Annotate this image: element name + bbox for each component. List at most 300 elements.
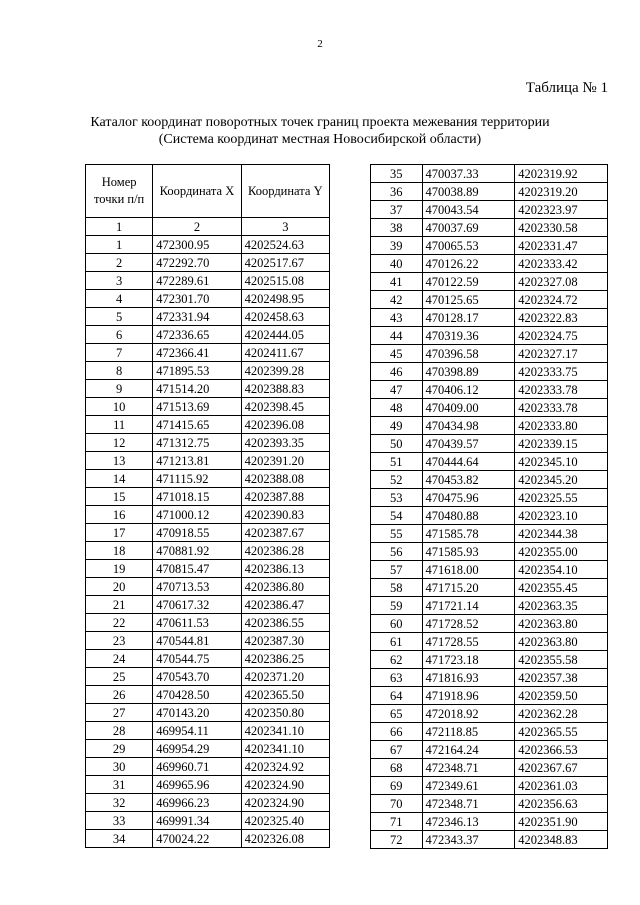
table-row	[86, 704, 330, 722]
point-number: 1	[86, 236, 153, 254]
point-number: 68	[371, 759, 423, 777]
coordinate-x: 471618.00	[422, 561, 515, 579]
coordinate-y: 4202350.80	[241, 704, 329, 722]
point-number: 54	[371, 507, 423, 525]
table-row	[86, 326, 330, 344]
point-number: 19	[86, 560, 153, 578]
coordinate-y: 4202341.10	[241, 722, 329, 740]
table-row	[371, 795, 608, 813]
coordinate-x: 471018.15	[153, 488, 241, 506]
coordinate-y: 4202365.50	[241, 686, 329, 704]
table-row	[86, 308, 330, 326]
coordinate-y: 4202362.28	[515, 705, 608, 723]
point-number: 17	[86, 524, 153, 542]
coordinate-y: 4202324.75	[515, 327, 608, 345]
page-number: 2	[317, 38, 323, 50]
coordinate-x: 470065.53	[422, 237, 515, 255]
header-number: Номер точки п/п	[86, 165, 153, 218]
coordinate-y: 4202355.45	[515, 579, 608, 597]
coordinate-y: 4202339.15	[515, 435, 608, 453]
coordinate-y: 4202444.05	[241, 326, 329, 344]
coordinate-y: 4202325.40	[241, 812, 329, 830]
point-number: 21	[86, 596, 153, 614]
point-number: 41	[371, 273, 423, 291]
coordinate-x: 470480.88	[422, 507, 515, 525]
table-row	[371, 741, 608, 759]
table-row	[86, 740, 330, 758]
coordinate-y: 4202363.80	[515, 615, 608, 633]
table-row	[86, 542, 330, 560]
point-number: 25	[86, 668, 153, 686]
table-row	[371, 327, 608, 345]
coordinate-y: 4202363.80	[515, 633, 608, 651]
coordinates-table-left	[85, 164, 330, 848]
coordinate-y: 4202386.13	[241, 560, 329, 578]
table-row	[86, 398, 330, 416]
coordinate-y: 4202319.92	[515, 165, 608, 183]
coordinate-y: 4202498.95	[241, 290, 329, 308]
point-number: 22	[86, 614, 153, 632]
coordinate-x: 470815.47	[153, 560, 241, 578]
point-number: 10	[86, 398, 153, 416]
coordinate-y: 4202386.80	[241, 578, 329, 596]
table-row	[371, 633, 608, 651]
table-row	[371, 543, 608, 561]
table-row	[86, 650, 330, 668]
coordinate-x: 471723.18	[422, 651, 515, 669]
table-row	[371, 183, 608, 201]
point-number: 45	[371, 345, 423, 363]
table-row	[86, 632, 330, 650]
table-row	[371, 831, 608, 849]
point-number: 27	[86, 704, 153, 722]
table-row	[371, 687, 608, 705]
point-number: 5	[86, 308, 153, 326]
point-number: 64	[371, 687, 423, 705]
header-x: Координата X	[153, 165, 241, 218]
point-number: 37	[371, 201, 423, 219]
coordinate-x: 471816.93	[422, 669, 515, 687]
coordinates-table-right	[370, 164, 608, 849]
coordinate-y: 4202345.10	[515, 453, 608, 471]
coordinate-y: 4202333.75	[515, 363, 608, 381]
coordinate-y: 4202367.67	[515, 759, 608, 777]
coordinate-y: 4202390.83	[241, 506, 329, 524]
coordinate-y: 4202327.08	[515, 273, 608, 291]
table-row	[371, 165, 608, 183]
coordinate-x: 472349.61	[422, 777, 515, 795]
table-row	[86, 596, 330, 614]
table-row	[371, 597, 608, 615]
point-number: 34	[86, 830, 153, 848]
table-row	[371, 705, 608, 723]
point-number: 7	[86, 344, 153, 362]
coordinate-y: 4202393.35	[241, 434, 329, 452]
coordinate-x: 470126.22	[422, 255, 515, 273]
coordinate-y: 4202354.10	[515, 561, 608, 579]
coordinate-x: 469965.96	[153, 776, 241, 794]
coordinate-x: 470444.64	[422, 453, 515, 471]
point-number: 62	[371, 651, 423, 669]
table-row	[86, 380, 330, 398]
point-number: 49	[371, 417, 423, 435]
coordinate-y: 4202324.92	[241, 758, 329, 776]
point-number: 66	[371, 723, 423, 741]
table-row	[371, 507, 608, 525]
title-line-2: (Система координат местная Новосибирской области)	[158, 132, 482, 147]
coordinate-y: 4202324.90	[241, 776, 329, 794]
point-number: 43	[371, 309, 423, 327]
coordinate-y: 4202341.10	[241, 740, 329, 758]
point-number: 55	[371, 525, 423, 543]
coordinate-x: 472336.65	[153, 326, 241, 344]
coordinate-y: 4202324.72	[515, 291, 608, 309]
table-row	[86, 524, 330, 542]
point-number: 38	[371, 219, 423, 237]
coordinate-x: 470037.69	[422, 219, 515, 237]
table-row	[371, 723, 608, 741]
header-y: Координата Y	[241, 165, 329, 218]
coordinate-y: 4202388.08	[241, 470, 329, 488]
coordinate-x: 471728.52	[422, 615, 515, 633]
point-number: 30	[86, 758, 153, 776]
coordinate-x: 472348.71	[422, 795, 515, 813]
table-row	[86, 686, 330, 704]
coordinate-y: 4202366.53	[515, 741, 608, 759]
coordinate-x: 472343.37	[422, 831, 515, 849]
table-row	[86, 434, 330, 452]
table-label: Таблица № 1	[525, 80, 608, 96]
table-row	[371, 525, 608, 543]
point-number: 11	[86, 416, 153, 434]
coordinate-y: 4202330.58	[515, 219, 608, 237]
coordinate-y: 4202355.00	[515, 543, 608, 561]
table-row	[371, 489, 608, 507]
coordinate-x: 472164.24	[422, 741, 515, 759]
table-row	[86, 794, 330, 812]
coordinate-y: 4202324.90	[241, 794, 329, 812]
coordinate-y: 4202359.50	[515, 687, 608, 705]
table-row	[86, 758, 330, 776]
point-number: 63	[371, 669, 423, 687]
coordinate-y: 4202387.67	[241, 524, 329, 542]
point-number: 32	[86, 794, 153, 812]
point-number: 24	[86, 650, 153, 668]
table-row	[371, 255, 608, 273]
coordinate-x: 470713.53	[153, 578, 241, 596]
header-index-3: 3	[241, 218, 329, 236]
coordinate-y: 4202348.83	[515, 831, 608, 849]
coordinate-x: 470543.70	[153, 668, 241, 686]
coordinate-x: 469991.34	[153, 812, 241, 830]
table-row	[371, 471, 608, 489]
coordinate-y: 4202524.63	[241, 236, 329, 254]
coordinate-y: 4202391.20	[241, 452, 329, 470]
coordinate-x: 470881.92	[153, 542, 241, 560]
coordinate-x: 472292.70	[153, 254, 241, 272]
point-number: 4	[86, 290, 153, 308]
coordinate-x: 472301.70	[153, 290, 241, 308]
table-row	[371, 381, 608, 399]
coordinate-y: 4202331.47	[515, 237, 608, 255]
coordinate-y: 4202333.78	[515, 399, 608, 417]
point-number: 47	[371, 381, 423, 399]
table-row	[371, 219, 608, 237]
point-number: 20	[86, 578, 153, 596]
table-row	[371, 777, 608, 795]
coordinate-y: 4202365.55	[515, 723, 608, 741]
table-row	[371, 813, 608, 831]
coordinate-x: 472346.13	[422, 813, 515, 831]
coordinate-x: 472018.92	[422, 705, 515, 723]
point-number: 16	[86, 506, 153, 524]
coordinate-x: 471415.65	[153, 416, 241, 434]
point-number: 15	[86, 488, 153, 506]
table-row	[86, 722, 330, 740]
point-number: 65	[371, 705, 423, 723]
coordinate-x: 471213.81	[153, 452, 241, 470]
coordinate-x: 471715.20	[422, 579, 515, 597]
table-row	[86, 272, 330, 290]
coordinate-y: 4202388.83	[241, 380, 329, 398]
coordinate-y: 4202399.28	[241, 362, 329, 380]
left-table-body	[86, 236, 330, 848]
coordinate-x: 471728.55	[422, 633, 515, 651]
coordinate-x: 470409.00	[422, 399, 515, 417]
coordinate-x: 471918.96	[422, 687, 515, 705]
coordinate-x: 470043.54	[422, 201, 515, 219]
table-row	[86, 236, 330, 254]
coordinate-y: 4202351.90	[515, 813, 608, 831]
table-row	[86, 560, 330, 578]
coordinate-x: 470406.12	[422, 381, 515, 399]
coordinate-x: 469960.71	[153, 758, 241, 776]
table-row	[86, 488, 330, 506]
coordinate-x: 470439.57	[422, 435, 515, 453]
point-number: 70	[371, 795, 423, 813]
point-number: 28	[86, 722, 153, 740]
coordinate-x: 470428.50	[153, 686, 241, 704]
coordinate-x: 470038.89	[422, 183, 515, 201]
point-number: 48	[371, 399, 423, 417]
coordinate-y: 4202387.88	[241, 488, 329, 506]
header-index-1: 1	[86, 218, 153, 236]
table-row	[371, 759, 608, 777]
coordinate-x: 470319.36	[422, 327, 515, 345]
coordinate-y: 4202411.67	[241, 344, 329, 362]
coordinate-y: 4202322.83	[515, 309, 608, 327]
coordinate-x: 470122.59	[422, 273, 515, 291]
point-number: 12	[86, 434, 153, 452]
coordinate-x: 470544.75	[153, 650, 241, 668]
coordinate-x: 469966.23	[153, 794, 241, 812]
coordinate-x: 472366.41	[153, 344, 241, 362]
point-number: 42	[371, 291, 423, 309]
header-index-2: 2	[153, 218, 241, 236]
coordinate-x: 471585.93	[422, 543, 515, 561]
point-number: 35	[371, 165, 423, 183]
coordinate-y: 4202357.38	[515, 669, 608, 687]
coordinate-x: 469954.29	[153, 740, 241, 758]
table-row	[86, 452, 330, 470]
coordinate-x: 472289.61	[153, 272, 241, 290]
coordinate-y: 4202363.35	[515, 597, 608, 615]
coordinate-x: 470396.58	[422, 345, 515, 363]
point-number: 39	[371, 237, 423, 255]
table-row	[86, 416, 330, 434]
coordinate-y: 4202386.47	[241, 596, 329, 614]
point-number: 23	[86, 632, 153, 650]
point-number: 6	[86, 326, 153, 344]
table-row	[371, 453, 608, 471]
point-number: 9	[86, 380, 153, 398]
point-number: 58	[371, 579, 423, 597]
point-number: 69	[371, 777, 423, 795]
table-row	[86, 830, 330, 848]
point-number: 2	[86, 254, 153, 272]
point-number: 56	[371, 543, 423, 561]
coordinate-x: 472348.71	[422, 759, 515, 777]
table-row	[86, 254, 330, 272]
coordinate-y: 4202515.08	[241, 272, 329, 290]
coordinate-x: 472118.85	[422, 723, 515, 741]
coordinate-y: 4202319.20	[515, 183, 608, 201]
coordinate-y: 4202517.67	[241, 254, 329, 272]
coordinate-y: 4202325.55	[515, 489, 608, 507]
coordinate-x: 470611.53	[153, 614, 241, 632]
coordinate-x: 470128.17	[422, 309, 515, 327]
point-number: 57	[371, 561, 423, 579]
coordinate-x: 470434.98	[422, 417, 515, 435]
coordinate-x: 470475.96	[422, 489, 515, 507]
table-row	[371, 435, 608, 453]
coordinate-x: 471312.75	[153, 434, 241, 452]
coordinate-x: 470037.33	[422, 165, 515, 183]
table-row	[371, 669, 608, 687]
title-line-1: Каталог координат поворотных точек границ проекта межевания территории	[90, 115, 550, 130]
coordinate-x: 470398.89	[422, 363, 515, 381]
point-number: 8	[86, 362, 153, 380]
point-number: 31	[86, 776, 153, 794]
coordinate-y: 4202333.78	[515, 381, 608, 399]
table-row	[371, 651, 608, 669]
coordinate-y: 4202323.10	[515, 507, 608, 525]
point-number: 53	[371, 489, 423, 507]
coordinate-x: 470143.20	[153, 704, 241, 722]
table-row	[371, 399, 608, 417]
coordinate-x: 470617.32	[153, 596, 241, 614]
coordinate-y: 4202458.63	[241, 308, 329, 326]
point-number: 67	[371, 741, 423, 759]
coordinate-y: 4202323.97	[515, 201, 608, 219]
coordinate-x: 470544.81	[153, 632, 241, 650]
table-row	[371, 237, 608, 255]
coordinate-x: 470918.55	[153, 524, 241, 542]
coordinate-y: 4202326.08	[241, 830, 329, 848]
table-row	[86, 578, 330, 596]
table-row	[86, 776, 330, 794]
table-row	[371, 615, 608, 633]
coordinate-y: 4202386.28	[241, 542, 329, 560]
table-row	[371, 291, 608, 309]
table-row	[86, 614, 330, 632]
coordinate-x: 470453.82	[422, 471, 515, 489]
table-row	[371, 579, 608, 597]
table-row	[86, 290, 330, 308]
coordinate-y: 4202386.25	[241, 650, 329, 668]
coordinate-x: 471513.69	[153, 398, 241, 416]
point-number: 59	[371, 597, 423, 615]
coordinate-x: 471721.14	[422, 597, 515, 615]
coordinate-x: 471895.53	[153, 362, 241, 380]
coordinate-y: 4202344.38	[515, 525, 608, 543]
table-row	[86, 470, 330, 488]
coordinate-x: 471115.92	[153, 470, 241, 488]
coordinate-y: 4202327.17	[515, 345, 608, 363]
coordinate-x: 471585.78	[422, 525, 515, 543]
table-row	[371, 201, 608, 219]
document-title	[0, 114, 640, 148]
point-number: 44	[371, 327, 423, 345]
table-row	[86, 668, 330, 686]
coordinate-y: 4202333.80	[515, 417, 608, 435]
coordinate-x: 469954.11	[153, 722, 241, 740]
point-number: 51	[371, 453, 423, 471]
coordinate-y: 4202398.45	[241, 398, 329, 416]
point-number: 72	[371, 831, 423, 849]
point-number: 33	[86, 812, 153, 830]
point-number: 29	[86, 740, 153, 758]
right-table-body	[371, 165, 608, 849]
coordinate-x: 471000.12	[153, 506, 241, 524]
table-row	[371, 273, 608, 291]
point-number: 61	[371, 633, 423, 651]
coordinate-y: 4202356.63	[515, 795, 608, 813]
point-number: 36	[371, 183, 423, 201]
table-row	[371, 561, 608, 579]
coordinate-x: 470125.65	[422, 291, 515, 309]
point-number: 50	[371, 435, 423, 453]
table-row	[86, 362, 330, 380]
point-number: 71	[371, 813, 423, 831]
table-row	[86, 506, 330, 524]
coordinate-y: 4202355.58	[515, 651, 608, 669]
point-number: 18	[86, 542, 153, 560]
point-number: 60	[371, 615, 423, 633]
table-row	[86, 344, 330, 362]
table-row	[371, 309, 608, 327]
point-number: 46	[371, 363, 423, 381]
coordinate-x: 472331.94	[153, 308, 241, 326]
table-row	[371, 345, 608, 363]
coordinate-y: 4202396.08	[241, 416, 329, 434]
point-number: 40	[371, 255, 423, 273]
coordinate-y: 4202333.42	[515, 255, 608, 273]
coordinate-y: 4202345.20	[515, 471, 608, 489]
coordinate-x: 472300.95	[153, 236, 241, 254]
point-number: 26	[86, 686, 153, 704]
coordinate-x: 471514.20	[153, 380, 241, 398]
coordinate-y: 4202387.30	[241, 632, 329, 650]
coordinate-y: 4202371.20	[241, 668, 329, 686]
point-number: 3	[86, 272, 153, 290]
coordinate-y: 4202386.55	[241, 614, 329, 632]
point-number: 13	[86, 452, 153, 470]
coordinate-y: 4202361.03	[515, 777, 608, 795]
coordinate-x: 470024.22	[153, 830, 241, 848]
point-number: 52	[371, 471, 423, 489]
table-row	[371, 417, 608, 435]
